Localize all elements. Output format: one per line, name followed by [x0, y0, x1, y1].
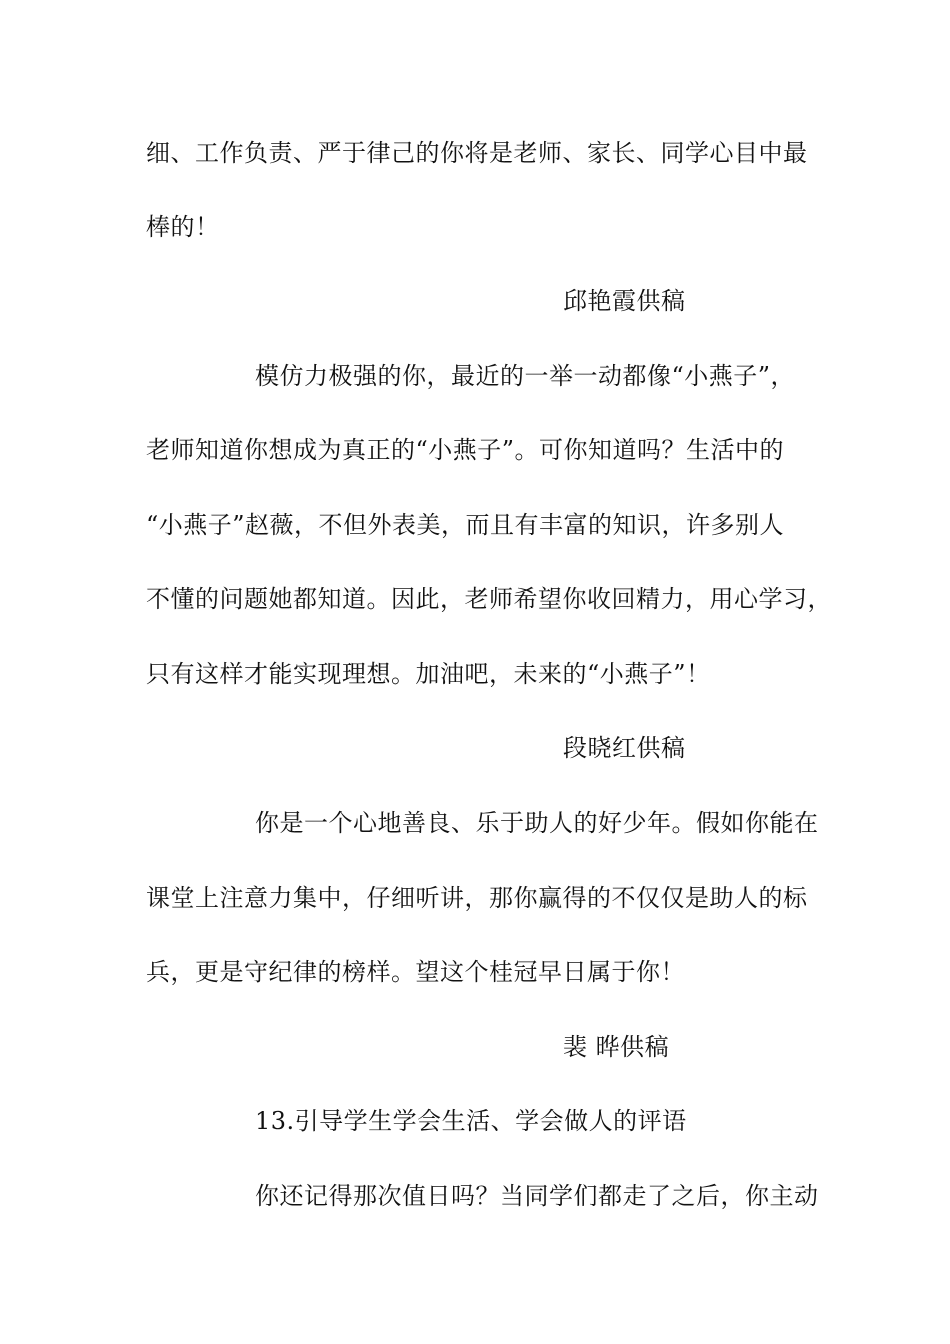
- text-line: 模仿力极强的你，最近的一举一动都像“小燕子”，: [255, 362, 796, 390]
- text-line: 不懂的问题她都知道。因此，老师希望你收回精力，用心学习，: [146, 585, 832, 613]
- text-line: 你是一个心地善良、乐于助人的好少年。假如你能在: [255, 809, 819, 837]
- text-line: 棒的！: [146, 213, 220, 241]
- text-line: 细、工作负责、严于律己的你将是老师、家长、同学心目中最: [146, 139, 808, 167]
- text-line: 课堂上注意力集中，仔细听讲，那你赢得的不仅仅是助人的标: [146, 884, 808, 912]
- signature: 段晓红供稿: [563, 734, 686, 762]
- text-line: 老师知道你想成为真正的“小燕子”。可你知道吗？生活中的: [146, 436, 785, 464]
- signature: 裴 晔供稿: [563, 1033, 670, 1061]
- signature: 邱艳霞供稿: [563, 287, 686, 315]
- text-line: 兵，更是守纪律的榜样。望这个桂冠早日属于你！: [146, 958, 685, 986]
- text-line: “小燕子”赵薇，不但外表美，而且有丰富的知识，许多别人: [146, 511, 785, 539]
- text-line: 你还记得那次值日吗？当同学们都走了之后，你主动: [255, 1182, 819, 1210]
- section-heading: 13.引导学生学会生活、学会做人的评语: [255, 1107, 687, 1135]
- text-line: 只有这样才能实现理想。加油吧，未来的“小燕子”！: [146, 660, 711, 688]
